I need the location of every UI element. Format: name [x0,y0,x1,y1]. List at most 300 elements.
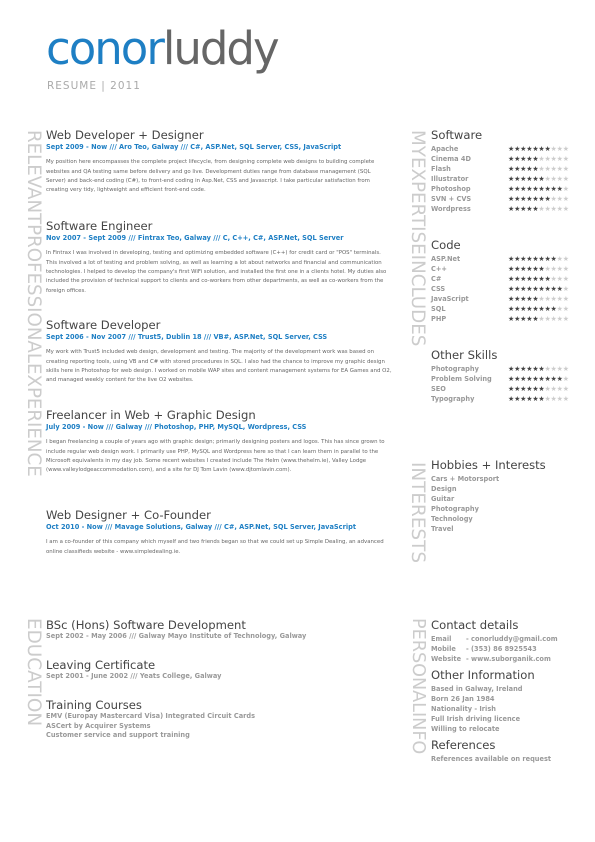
skill-row [431,144,591,154]
star-filled-icon: ★ [514,144,521,153]
side-title-interests: INTERESTS [407,462,428,564]
star-filled-icon: ★ [544,184,551,193]
contact-section [431,618,591,664]
star-filled-icon: ★ [532,274,539,283]
star-empty-icon: ★ [556,384,563,393]
skill-label: Apache [431,145,459,153]
skill-label: Wordpress [431,205,471,213]
skill-row [431,174,591,184]
skill-label: JavaScript [431,295,469,303]
info-item: Based in Galway, Ireland [431,685,523,693]
star-empty-icon: ★ [562,174,569,183]
resume-subtitle: RESUME | 2011 [47,80,141,92]
star-filled-icon: ★ [550,374,557,383]
star-filled-icon: ★ [508,154,515,163]
star-filled-icon: ★ [514,154,521,163]
skill-label: PHP [431,315,447,323]
star-filled-icon: ★ [532,144,539,153]
education-meta: Sept 2001 - June 2002 /// Yeats College, Galway [46,672,222,681]
star-empty-icon: ★ [562,274,569,283]
star-empty-icon: ★ [550,164,557,173]
star-filled-icon: ★ [508,314,515,323]
job-meta: Sept 2006 - Nov 2007 /// Trust5, Dublin 18 /// VB#, ASP.Net, SQL Server, CSS [46,333,328,342]
star-filled-icon: ★ [526,384,533,393]
name-logo [46,22,278,75]
rating-stars [508,146,569,153]
star-filled-icon: ★ [538,284,545,293]
star-empty-icon: ★ [562,364,569,373]
star-filled-icon: ★ [520,314,527,323]
skill-label: CSS [431,285,446,293]
star-filled-icon: ★ [538,384,545,393]
info-item: Nationality - Irish [431,705,496,713]
rating-stars [508,316,569,323]
training-line: ASCert by Acquirer Systems [46,721,151,730]
star-filled-icon: ★ [526,174,533,183]
star-filled-icon: ★ [532,264,539,273]
side-title-expertise: MYEXPERTISEINCLUDES [407,130,428,347]
star-filled-icon: ★ [514,304,521,313]
skill-row [431,204,591,214]
email-value[interactable]: - conorluddy@gmail.com [466,635,558,643]
job-description: I am a co-founder of this company which myself and two friends began so that we could set up Simple Dealing, an advanced online classifieds website - www.simpledealing.ie. [46,539,384,555]
star-filled-icon: ★ [514,194,521,203]
star-filled-icon: ★ [514,394,521,403]
side-title-experience: RELEVANTPROFESSIONALEXPERIENCE [23,130,44,477]
star-filled-icon: ★ [520,194,527,203]
skill-row [431,314,591,324]
star-filled-icon: ★ [526,264,533,273]
star-empty-icon: ★ [544,394,551,403]
star-empty-icon: ★ [538,204,545,213]
star-filled-icon: ★ [520,204,527,213]
star-empty-icon: ★ [562,164,569,173]
rating-stars [508,156,569,163]
star-filled-icon: ★ [532,184,539,193]
skill-label: Flash [431,165,451,173]
star-filled-icon: ★ [526,184,533,193]
star-filled-icon: ★ [520,154,527,163]
star-filled-icon: ★ [532,154,539,163]
star-filled-icon: ★ [520,284,527,293]
references-text: References available on request [431,755,552,763]
skill-row [431,264,591,274]
star-filled-icon: ★ [544,274,551,283]
education-entry [46,658,386,680]
job-meta: July 2009 - Now /// Galway /// Photoshop, PHP, MySQL, Wordpress, CSS [46,423,307,432]
star-filled-icon: ★ [520,304,527,313]
skill-row [431,184,591,194]
section-title: Code [431,238,461,252]
star-empty-icon: ★ [556,394,563,403]
star-empty-icon: ★ [550,314,557,323]
rating-stars [508,176,569,183]
education-title: Leaving Certificate [46,658,156,672]
education-title: Training Courses [46,698,142,712]
education-title: BSc (Hons) Software Development [46,618,246,632]
section-title: Contact details [431,618,519,632]
star-empty-icon: ★ [556,154,563,163]
rating-stars [508,366,569,373]
job-title: Freelancer in Web + Graphic Design [46,408,256,422]
skill-row [431,274,591,284]
star-filled-icon: ★ [526,374,533,383]
star-filled-icon: ★ [520,374,527,383]
skill-label: Illustrator [431,175,469,183]
skill-row [431,254,591,264]
star-filled-icon: ★ [532,364,539,373]
job-meta: Oct 2010 - Now /// Mavage Solutions, Galway /// C#, ASP.Net, SQL Server, JavaScript [46,523,356,532]
star-empty-icon: ★ [556,314,563,323]
hobby-item: Technology [431,515,473,523]
star-empty-icon: ★ [550,174,557,183]
info-item: Born 26 Jan 1984 [431,695,495,703]
job-entry [46,408,392,476]
star-filled-icon: ★ [544,374,551,383]
training-line: EMV (Europay Mastercard Visa) Integrated Circuit Cards [46,712,256,721]
star-filled-icon: ★ [526,254,533,263]
education-entry [46,698,386,740]
star-filled-icon: ★ [526,304,533,313]
star-empty-icon: ★ [562,394,569,403]
hobby-item: Photography [431,505,479,513]
star-empty-icon: ★ [538,154,545,163]
rating-stars [508,386,569,393]
star-filled-icon: ★ [520,144,527,153]
star-empty-icon: ★ [556,304,563,313]
star-filled-icon: ★ [538,264,545,273]
rating-stars [508,376,569,383]
star-empty-icon: ★ [550,144,557,153]
star-empty-icon: ★ [562,254,569,263]
star-empty-icon: ★ [556,294,563,303]
skill-row [431,364,591,374]
star-empty-icon: ★ [550,154,557,163]
star-filled-icon: ★ [538,274,545,283]
rating-stars [508,186,569,193]
star-filled-icon: ★ [514,174,521,183]
star-filled-icon: ★ [532,304,539,313]
star-filled-icon: ★ [532,254,539,263]
rating-stars [508,196,569,203]
skill-label: Cinema 4D [431,155,471,163]
star-filled-icon: ★ [514,314,521,323]
info-item: Willing to relocate [431,725,500,733]
star-filled-icon: ★ [544,194,551,203]
star-filled-icon: ★ [532,394,539,403]
star-empty-icon: ★ [550,264,557,273]
star-filled-icon: ★ [526,314,533,323]
star-filled-icon: ★ [556,184,563,193]
rating-stars [508,166,569,173]
software-skills-section [431,128,591,214]
star-filled-icon: ★ [508,384,515,393]
star-filled-icon: ★ [514,364,521,373]
skill-label: C# [431,275,442,283]
star-empty-icon: ★ [562,314,569,323]
rating-stars [508,256,569,263]
star-empty-icon: ★ [562,184,569,193]
star-filled-icon: ★ [538,184,545,193]
skill-label: SQL [431,305,446,313]
other-skills-section [431,348,591,404]
star-filled-icon: ★ [556,284,563,293]
star-empty-icon: ★ [544,154,551,163]
star-filled-icon: ★ [514,184,521,193]
skill-label: SEO [431,385,446,393]
star-empty-icon: ★ [550,394,557,403]
star-empty-icon: ★ [544,174,551,183]
star-filled-icon: ★ [550,304,557,313]
rating-stars [508,306,569,313]
rating-stars [508,276,569,283]
star-empty-icon: ★ [550,384,557,393]
star-filled-icon: ★ [514,274,521,283]
star-empty-icon: ★ [544,384,551,393]
hobby-item: Guitar [431,495,455,503]
star-empty-icon: ★ [544,264,551,273]
star-filled-icon: ★ [508,294,515,303]
star-empty-icon: ★ [562,304,569,313]
star-filled-icon: ★ [532,284,539,293]
star-filled-icon: ★ [514,254,521,263]
star-filled-icon: ★ [520,364,527,373]
star-empty-icon: ★ [556,364,563,373]
star-empty-icon: ★ [544,364,551,373]
star-empty-icon: ★ [544,204,551,213]
star-filled-icon: ★ [508,254,515,263]
star-empty-icon: ★ [562,384,569,393]
star-filled-icon: ★ [532,384,539,393]
star-filled-icon: ★ [508,194,515,203]
star-empty-icon: ★ [562,154,569,163]
star-filled-icon: ★ [526,364,533,373]
logo-second-part: luddy [162,22,278,75]
star-filled-icon: ★ [508,204,515,213]
rating-stars [508,206,569,213]
star-filled-icon: ★ [550,254,557,263]
star-filled-icon: ★ [538,254,545,263]
skill-label: ASP.Net [431,255,461,263]
star-filled-icon: ★ [550,284,557,293]
star-filled-icon: ★ [544,254,551,263]
star-filled-icon: ★ [538,144,545,153]
contact-row [431,654,591,664]
star-filled-icon: ★ [520,274,527,283]
star-filled-icon: ★ [526,394,533,403]
contact-row [431,634,591,644]
star-empty-icon: ★ [538,294,545,303]
job-meta: Nov 2007 - Sept 2009 /// Fintrax Teo, Galway /// C, C++, C#, ASP.Net, SQL Server [46,234,344,243]
side-title-personal-info: PERSONALINFO [408,618,428,755]
hobby-item: Design [431,485,457,493]
star-empty-icon: ★ [562,294,569,303]
contact-key: Email [431,635,452,643]
star-filled-icon: ★ [544,284,551,293]
star-filled-icon: ★ [520,164,527,173]
star-empty-icon: ★ [556,274,563,283]
mobile-value: - (353) 86 8925543 [466,645,537,653]
star-filled-icon: ★ [538,304,545,313]
star-filled-icon: ★ [526,194,533,203]
star-filled-icon: ★ [526,144,533,153]
logo-first-part: conor [46,22,163,75]
skill-row [431,394,591,404]
skill-row [431,304,591,314]
hobby-item: Cars + Motorsport [431,475,500,483]
contact-key: Website [431,655,462,663]
star-filled-icon: ★ [544,304,551,313]
star-filled-icon: ★ [538,394,545,403]
star-empty-icon: ★ [556,164,563,173]
skill-row [431,154,591,164]
star-empty-icon: ★ [550,274,557,283]
section-title: References [431,738,496,752]
skill-label: Problem Solving [431,375,492,383]
website-link[interactable]: - www.suborganik.com [466,655,551,663]
star-filled-icon: ★ [532,204,539,213]
hobby-item: Travel [431,525,454,533]
star-empty-icon: ★ [562,204,569,213]
star-filled-icon: ★ [526,294,533,303]
star-empty-icon: ★ [544,164,551,173]
star-filled-icon: ★ [508,394,515,403]
star-empty-icon: ★ [550,294,557,303]
star-filled-icon: ★ [538,374,545,383]
job-title: Web Designer + Co-Founder [46,508,211,522]
contact-row [431,644,591,654]
skill-label: SVN + CVS [431,195,472,203]
star-empty-icon: ★ [562,264,569,273]
job-title: Software Developer [46,318,161,332]
skill-label: Photography [431,365,479,373]
star-filled-icon: ★ [532,174,539,183]
star-empty-icon: ★ [556,204,563,213]
code-skills-section [431,238,591,324]
star-filled-icon: ★ [508,144,515,153]
rating-stars [508,296,569,303]
star-filled-icon: ★ [508,304,515,313]
job-description: In Fintrax I was involved in developing, testing and optimizing embedded software (C++) for credit card or "POS" terminals. This involved a lot of testing and problem solving, as well as learning a lot about networks and financial and communication technologies. I helped to develop the company's first WiFi solution, and installed the first one in a clients hotel. My duties also included the provision of technical support to clients and co-workers from other departments, as well as co-workers from the foreign offices. [46,250,387,294]
star-filled-icon: ★ [520,294,527,303]
star-empty-icon: ★ [550,364,557,373]
job-description: I began freelancing a couple of years ago with graphic design; primarily designing posters and logos. This has since grown to include regular web design work. I primarily use PHP, MySQL and Wordpress here so that I can learn them in parallel to the Microsoft equivalents in my day job. Some recent websites I created include The Helm (www.thehelm.ie), Valley Lodge (www.valleylodgeaccommodation.com), and a site for DJ Tom Lavin (www.djtomlavin.com). [46,439,385,474]
skill-row [431,284,591,294]
star-filled-icon: ★ [526,284,533,293]
star-filled-icon: ★ [520,184,527,193]
section-title: Hobbies + Interests [431,458,546,472]
star-filled-icon: ★ [508,364,515,373]
skill-row [431,294,591,304]
star-filled-icon: ★ [520,264,527,273]
star-filled-icon: ★ [508,284,515,293]
star-filled-icon: ★ [508,184,515,193]
skill-row [431,164,591,174]
star-filled-icon: ★ [538,364,545,373]
other-info-section [431,668,591,734]
star-filled-icon: ★ [508,264,515,273]
star-empty-icon: ★ [562,194,569,203]
rating-stars [508,266,569,273]
star-filled-icon: ★ [556,374,563,383]
star-filled-icon: ★ [532,294,539,303]
star-filled-icon: ★ [514,264,521,273]
star-filled-icon: ★ [532,194,539,203]
contact-key: Mobile [431,645,456,653]
star-filled-icon: ★ [526,204,533,213]
rating-stars [508,396,569,403]
skill-row [431,374,591,384]
star-empty-icon: ★ [556,144,563,153]
job-entry [46,508,392,557]
job-entry [46,128,392,196]
skill-label: Typography [431,395,475,403]
star-filled-icon: ★ [514,384,521,393]
star-empty-icon: ★ [544,314,551,323]
rating-stars [508,286,569,293]
job-title: Web Developer + Designer [46,128,204,142]
star-filled-icon: ★ [526,154,533,163]
star-filled-icon: ★ [526,274,533,283]
skill-label: C++ [431,265,447,273]
star-empty-icon: ★ [544,294,551,303]
section-title: Software [431,128,483,142]
references-section [431,738,591,764]
star-filled-icon: ★ [538,174,545,183]
star-empty-icon: ★ [556,174,563,183]
job-description: My work with Trust5 included web design, development and testing. The majority of the development work was based on creating reporting tools, using VB and C# with stored procedures in SQL. I also had the chance to improve my graphic design skills here in Photoshop for web design. I worked on mobile WAP sites and content management systems for EA Games and O2, and managed weekly content for the live O2 websites. [46,349,392,384]
training-line: Customer service and support training [46,730,190,739]
star-filled-icon: ★ [508,164,515,173]
star-filled-icon: ★ [526,164,533,173]
star-filled-icon: ★ [514,294,521,303]
star-empty-icon: ★ [550,204,557,213]
job-entry [46,219,392,296]
star-filled-icon: ★ [550,184,557,193]
info-item: Full Irish driving licence [431,715,521,723]
star-filled-icon: ★ [514,374,521,383]
job-description: My position here encompasses the complete project lifecycle, from designing complete web designs to building complete websites and QA testing same before delivery and go live. Development duties range from database management (SQL Server) and back-end coding (C#), to front-end coding in Asp.Net, CSS and Javascript. I take particular satisfaction from creating very tidy, lightweight and efficient front-end code. [46,159,375,194]
star-filled-icon: ★ [508,374,515,383]
star-filled-icon: ★ [520,384,527,393]
star-filled-icon: ★ [532,164,539,173]
star-empty-icon: ★ [550,194,557,203]
star-filled-icon: ★ [532,314,539,323]
section-title: Other Information [431,668,535,682]
star-empty-icon: ★ [562,284,569,293]
star-empty-icon: ★ [538,314,545,323]
star-empty-icon: ★ [556,194,563,203]
star-filled-icon: ★ [544,144,551,153]
job-title: Software Engineer [46,219,153,233]
side-title-education: EDUCATION [23,618,44,727]
star-filled-icon: ★ [520,174,527,183]
job-entry [46,318,392,386]
star-empty-icon: ★ [538,164,545,173]
star-empty-icon: ★ [556,254,563,263]
star-empty-icon: ★ [562,374,569,383]
education-entry [46,618,386,640]
skill-row [431,194,591,204]
section-title: Other Skills [431,348,498,362]
education-meta: Sept 2002 - May 2006 /// Galway Mayo Institute of Technology, Galway [46,632,307,641]
star-empty-icon: ★ [562,144,569,153]
skill-label: Photoshop [431,185,471,193]
star-filled-icon: ★ [520,254,527,263]
star-filled-icon: ★ [514,204,521,213]
hobbies-section [431,458,591,534]
star-filled-icon: ★ [508,174,515,183]
